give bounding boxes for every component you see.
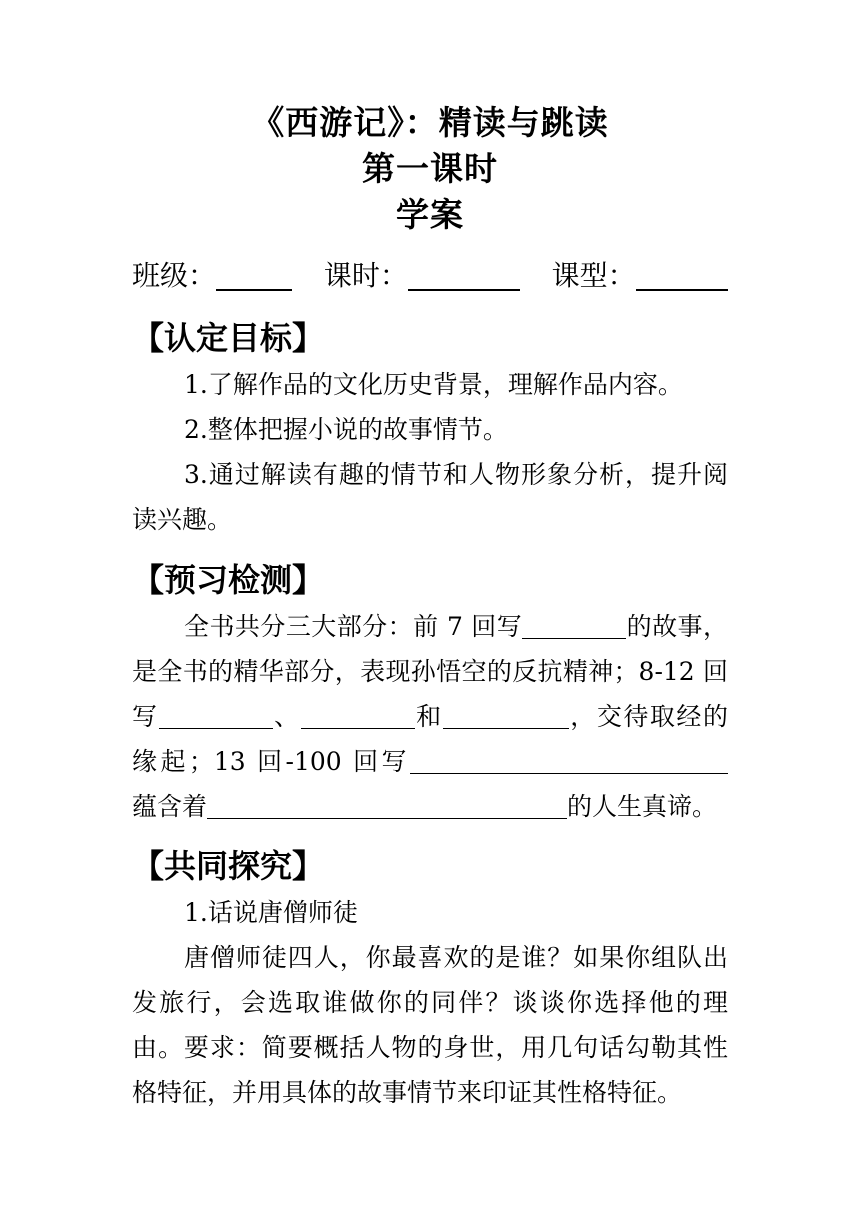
preview-text: 、 <box>272 702 301 731</box>
class-blank <box>216 263 292 291</box>
goals-heading: 【认定目标】 <box>132 319 325 357</box>
type-label: 课型： <box>551 259 636 292</box>
preview-text: 的人生真谛。 <box>567 792 718 821</box>
preview-text: ，交待取经的缘起；13 回-100 回写 <box>132 702 728 776</box>
lesson-period-title: 第一课时 <box>362 149 498 188</box>
class-info-row <box>132 254 732 298</box>
type-blank <box>636 263 728 291</box>
fill-blank <box>522 616 626 639</box>
fill-blank <box>301 706 415 729</box>
goal-item: 1.了解作品的文化历史背景，理解作品内容。 <box>184 370 683 399</box>
fill-blank <box>207 796 567 819</box>
fill-blank <box>410 751 728 774</box>
preview-text: 的故事，是全书的精华部分，表现孙悟空的反抗精神；8-12 回写 <box>132 612 728 731</box>
fill-blank <box>443 706 569 729</box>
fill-blank <box>159 706 273 729</box>
preview-text: 和 <box>414 702 443 731</box>
preview-heading: 【预习检测】 <box>132 561 325 599</box>
title-block <box>0 100 860 238</box>
preview-paragraph <box>132 604 728 829</box>
goal-item: 2.整体把握小说的故事情节。 <box>184 415 508 444</box>
study-guide-title: 学案 <box>396 195 464 234</box>
explore-paragraph: 唐僧师徒四人，你最喜欢的是谁？如果你组队出发旅行，会选取谁做你的同伴？谈谈你选择他的理由。要求：简要概括人物的身世，用几句话勾勒其性格特征，并用具体的故事情节来印证其性格特征。 <box>132 943 728 1107</box>
class-label: 班级： <box>132 259 217 292</box>
preview-text: 蕴含着 <box>132 792 208 821</box>
goal-item: 3.通过解读有趣的情节和人物形象分析，提升阅读兴趣。 <box>132 460 728 534</box>
document-title: 《西游记》：精读与跳读 <box>251 103 609 142</box>
period-blank <box>408 263 520 291</box>
preview-text: 全书共分三大部分：前 7 回写 <box>184 612 523 641</box>
period-label: 课时： <box>323 259 408 292</box>
explore-heading: 【共同探究】 <box>132 847 325 885</box>
explore-subheading: 1.话说唐僧师徒 <box>184 898 358 927</box>
